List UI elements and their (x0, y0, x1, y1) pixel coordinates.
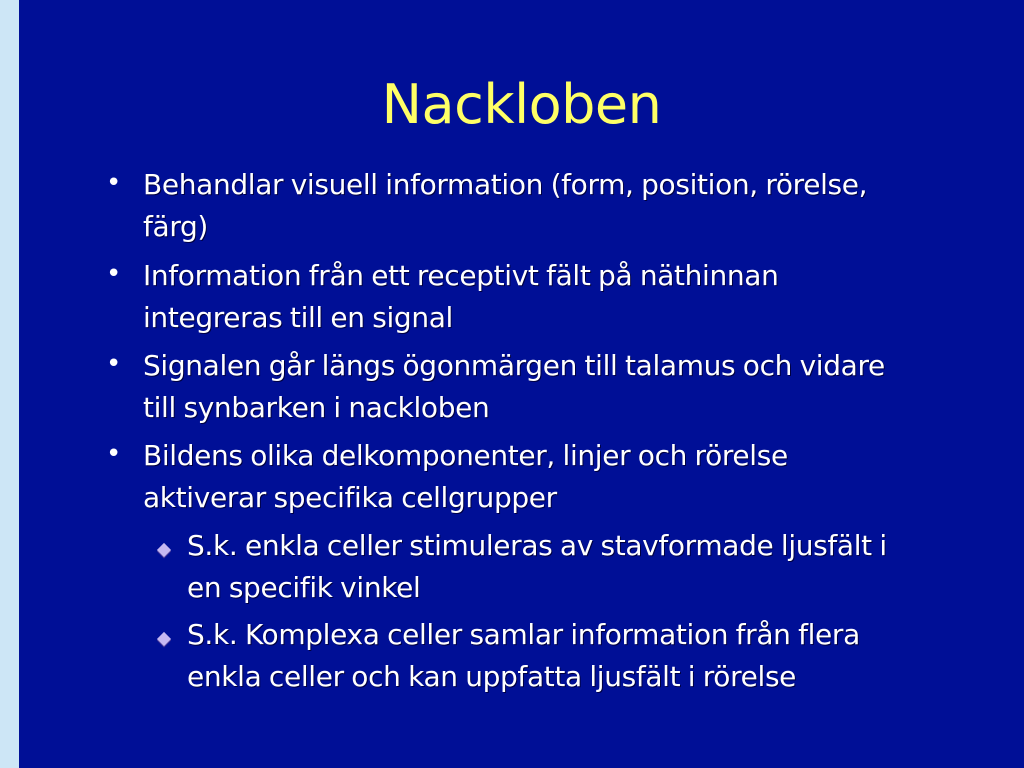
left-margin-strip (0, 0, 19, 768)
bullet-line: Bildens olika delkomponenter, linjer och rörelse (143, 439, 788, 472)
bullet-text (143, 345, 885, 429)
bullet-line: enkla celler och kan uppfatta ljusfält i rörelse (187, 660, 797, 693)
sub-bullet-text (187, 525, 887, 609)
bullet-line: aktiverar specifika cellgrupper (143, 481, 557, 514)
bullet-text (143, 164, 867, 248)
sub-bullet-text (187, 614, 860, 698)
bullet-line: en specifik vinkel (187, 571, 421, 604)
bullet-dot-icon: • (106, 259, 122, 289)
diamond-bullet-icon (157, 543, 171, 557)
bullet-dot-icon: • (106, 439, 122, 469)
bullet-list (19, 0, 1024, 768)
slide (19, 0, 1024, 768)
bullet-line: Signalen går längs ögonmärgen till talamus och vidare (143, 349, 885, 382)
bullet-line: Information från ett receptivt fält på näthinnan (143, 259, 779, 292)
bullet-dot-icon: • (106, 168, 122, 198)
bullet-line: till synbarken i nackloben (143, 391, 490, 424)
bullet-dot-icon: • (106, 349, 122, 379)
diamond-bullet-icon (157, 632, 171, 646)
bullet-line: färg) (143, 210, 208, 243)
bullet-text (143, 435, 788, 519)
bullet-line: Behandlar visuell information (form, position, rörelse, (143, 168, 868, 201)
bullet-line: integreras till en signal (143, 301, 453, 334)
slide-title: Nackloben (381, 73, 662, 136)
bullet-line: S.k. enkla celler stimuleras av stavformade ljusfält i (187, 529, 887, 562)
bullet-line: S.k. Komplexa celler samlar information från flera (187, 618, 860, 651)
bullet-text (143, 255, 778, 339)
